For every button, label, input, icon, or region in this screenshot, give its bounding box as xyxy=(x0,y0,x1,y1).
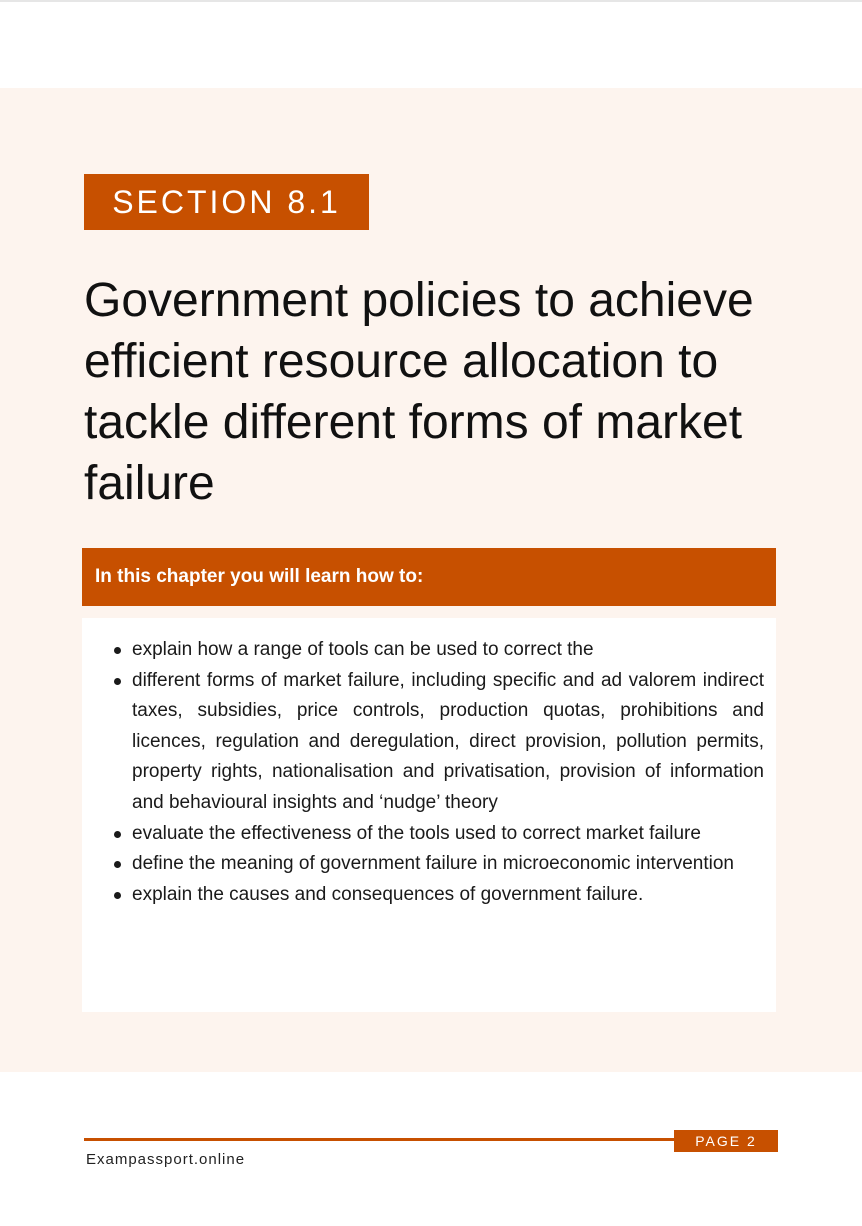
bullet-icon xyxy=(114,678,121,685)
top-divider xyxy=(0,0,862,2)
site-footer-text: Exampassport.online xyxy=(86,1151,246,1168)
list-item: different forms of market failure, including specific and ad valorem indirect taxes, subsidies, price controls, production quotas, prohibitions and licences, regulation and deregulation, direct provision, pollution permits, property rights, nationalisation and privatisation, provision of information and behavioural insights and ‘nudge’ theory xyxy=(114,666,764,819)
learning-objectives-box xyxy=(82,618,776,1012)
bullet-icon xyxy=(114,647,121,654)
page-title: Government policies to achieve efficient resource allocation to tackle different forms of market failure xyxy=(84,274,754,510)
footer-rule xyxy=(84,1138,674,1141)
bullet-icon xyxy=(114,831,121,838)
list-item: explain how a range of tools can be used to correct the xyxy=(114,635,764,666)
page-number-badge: PAGE 2 xyxy=(674,1130,778,1152)
list-item: explain the causes and consequences of government failure. xyxy=(114,880,764,911)
bullet-icon xyxy=(114,892,121,899)
list-item: evaluate the effectiveness of the tools used to correct market failure xyxy=(114,819,764,850)
learning-objectives-heading: In this chapter you will learn how to: xyxy=(82,548,776,606)
section-badge: SECTION 8.1 xyxy=(84,174,369,230)
list-item: define the meaning of government failure in microeconomic intervention xyxy=(114,849,764,880)
bullet-icon xyxy=(114,861,121,868)
learning-objectives-list xyxy=(114,635,764,910)
